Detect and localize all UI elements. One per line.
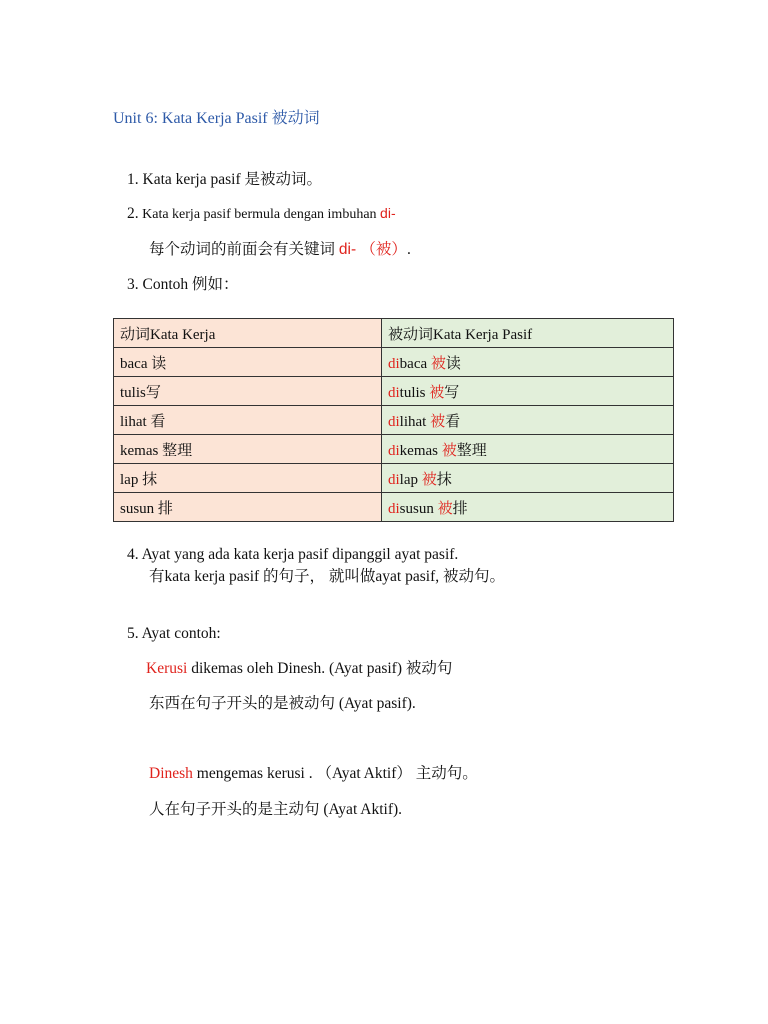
passive-verb-cell [382,406,674,435]
passive-verb-cell [382,348,674,377]
prefix-di: di [388,413,400,430]
example-active-sentence [149,764,478,784]
verb-base: baca [399,355,431,372]
table-row [114,377,674,406]
table-header-row [114,319,674,348]
point-2 [127,203,396,225]
point-3 [127,275,239,295]
verb-chinese: 看 [445,413,461,430]
verb-chinese: 排 [452,500,468,517]
header-kata-kerja: 动词Kata Kerja [114,319,382,348]
verb-base: kemas [399,442,442,459]
page-title: Unit 6: Kata Kerja Pasif 被动词 [113,110,320,127]
point-4-line-1: Ayat yang ada kata kerja pasif dipanggil ayat pasif. [141,546,459,563]
prefix-di: di [388,355,400,372]
point-1-number: 1. [127,171,139,188]
bei-char: 被 [429,384,445,401]
verb-cell: kemas 整理 [114,435,382,464]
verb-table [113,318,674,522]
example-1-rest: dikemas oleh Dinesh. (Ayat pasif) 被动句 [187,660,453,677]
example-passive-sentence [146,659,452,679]
table-row [114,348,674,377]
verb-chinese: 读 [445,355,461,372]
verb-chinese: 抹 [436,471,452,488]
bei-char: 被 [437,500,453,517]
table-row [114,435,674,464]
point-2-highlight: di- [380,205,396,221]
point-3-number: 3. [127,276,139,293]
point-2-number: 2. [127,205,139,222]
prefix-di: di [388,471,400,488]
bei-char: 被 [430,413,446,430]
point-4 [127,545,458,565]
passive-verb-cell [382,464,674,493]
verb-chinese: 整理 [456,442,487,459]
point-4-line-2: 有kata kerja pasif 的句子， 就叫做ayat pasif, 被动句。 [149,568,505,585]
verb-cell: baca 读 [114,348,382,377]
point-5 [127,624,221,644]
example-active-note: 人在句子开头的是主动句 (Ayat Aktif). [149,801,403,818]
point-2-text: Kata kerja pasif bermula dengan imbuhan [142,207,381,222]
prefix-di: di [388,442,400,459]
point-2-chinese [149,240,411,260]
table-row [114,493,674,522]
verb-cell: lap 抹 [114,464,382,493]
example-2-subject: Dinesh [149,765,193,782]
verb-base: lap [399,471,422,488]
point-2-chinese-text: 每个动词的前面会有关键词 [149,241,339,258]
example-2-rest: mengemas kerusi . （Ayat Aktif） 主动句。 [192,765,478,782]
passive-verb-cell [382,493,674,522]
passive-verb-cell [382,377,674,406]
verb-base: tulis [399,384,430,401]
passive-verb-cell [382,435,674,464]
point-2-chinese-tail: . [406,241,411,258]
verb-chinese: 写 [444,384,460,401]
verb-base: lihat [399,413,431,430]
point-5-label: Ayat contoh: [141,625,221,642]
verb-cell: tulis写 [114,377,382,406]
bei-char: 被 [430,355,446,372]
point-4-number: 4. [127,546,139,563]
prefix-di: di [388,500,400,517]
example-1-subject: Kerusi [146,660,188,677]
header-kata-kerja-pasif: 被动词Kata Kerja Pasif [382,319,674,348]
point-1-text: Kata kerja pasif 是被动词。 [142,171,322,188]
point-1 [127,170,322,190]
table-row [114,464,674,493]
verb-base: susun [399,500,438,517]
verb-cell: lihat 看 [114,406,382,435]
verb-cell: susun 排 [114,493,382,522]
point-3-text: Contoh 例如： [142,276,239,293]
prefix-di: di [388,384,400,401]
point-2-chinese-highlight: di- （被） [338,241,407,258]
table-row [114,406,674,435]
point-5-number: 5. [127,625,139,642]
bei-char: 被 [441,442,457,459]
bei-char: 被 [421,471,437,488]
example-passive-note: 东西在句子开头的是被动句 (Ayat pasif). [149,695,416,712]
